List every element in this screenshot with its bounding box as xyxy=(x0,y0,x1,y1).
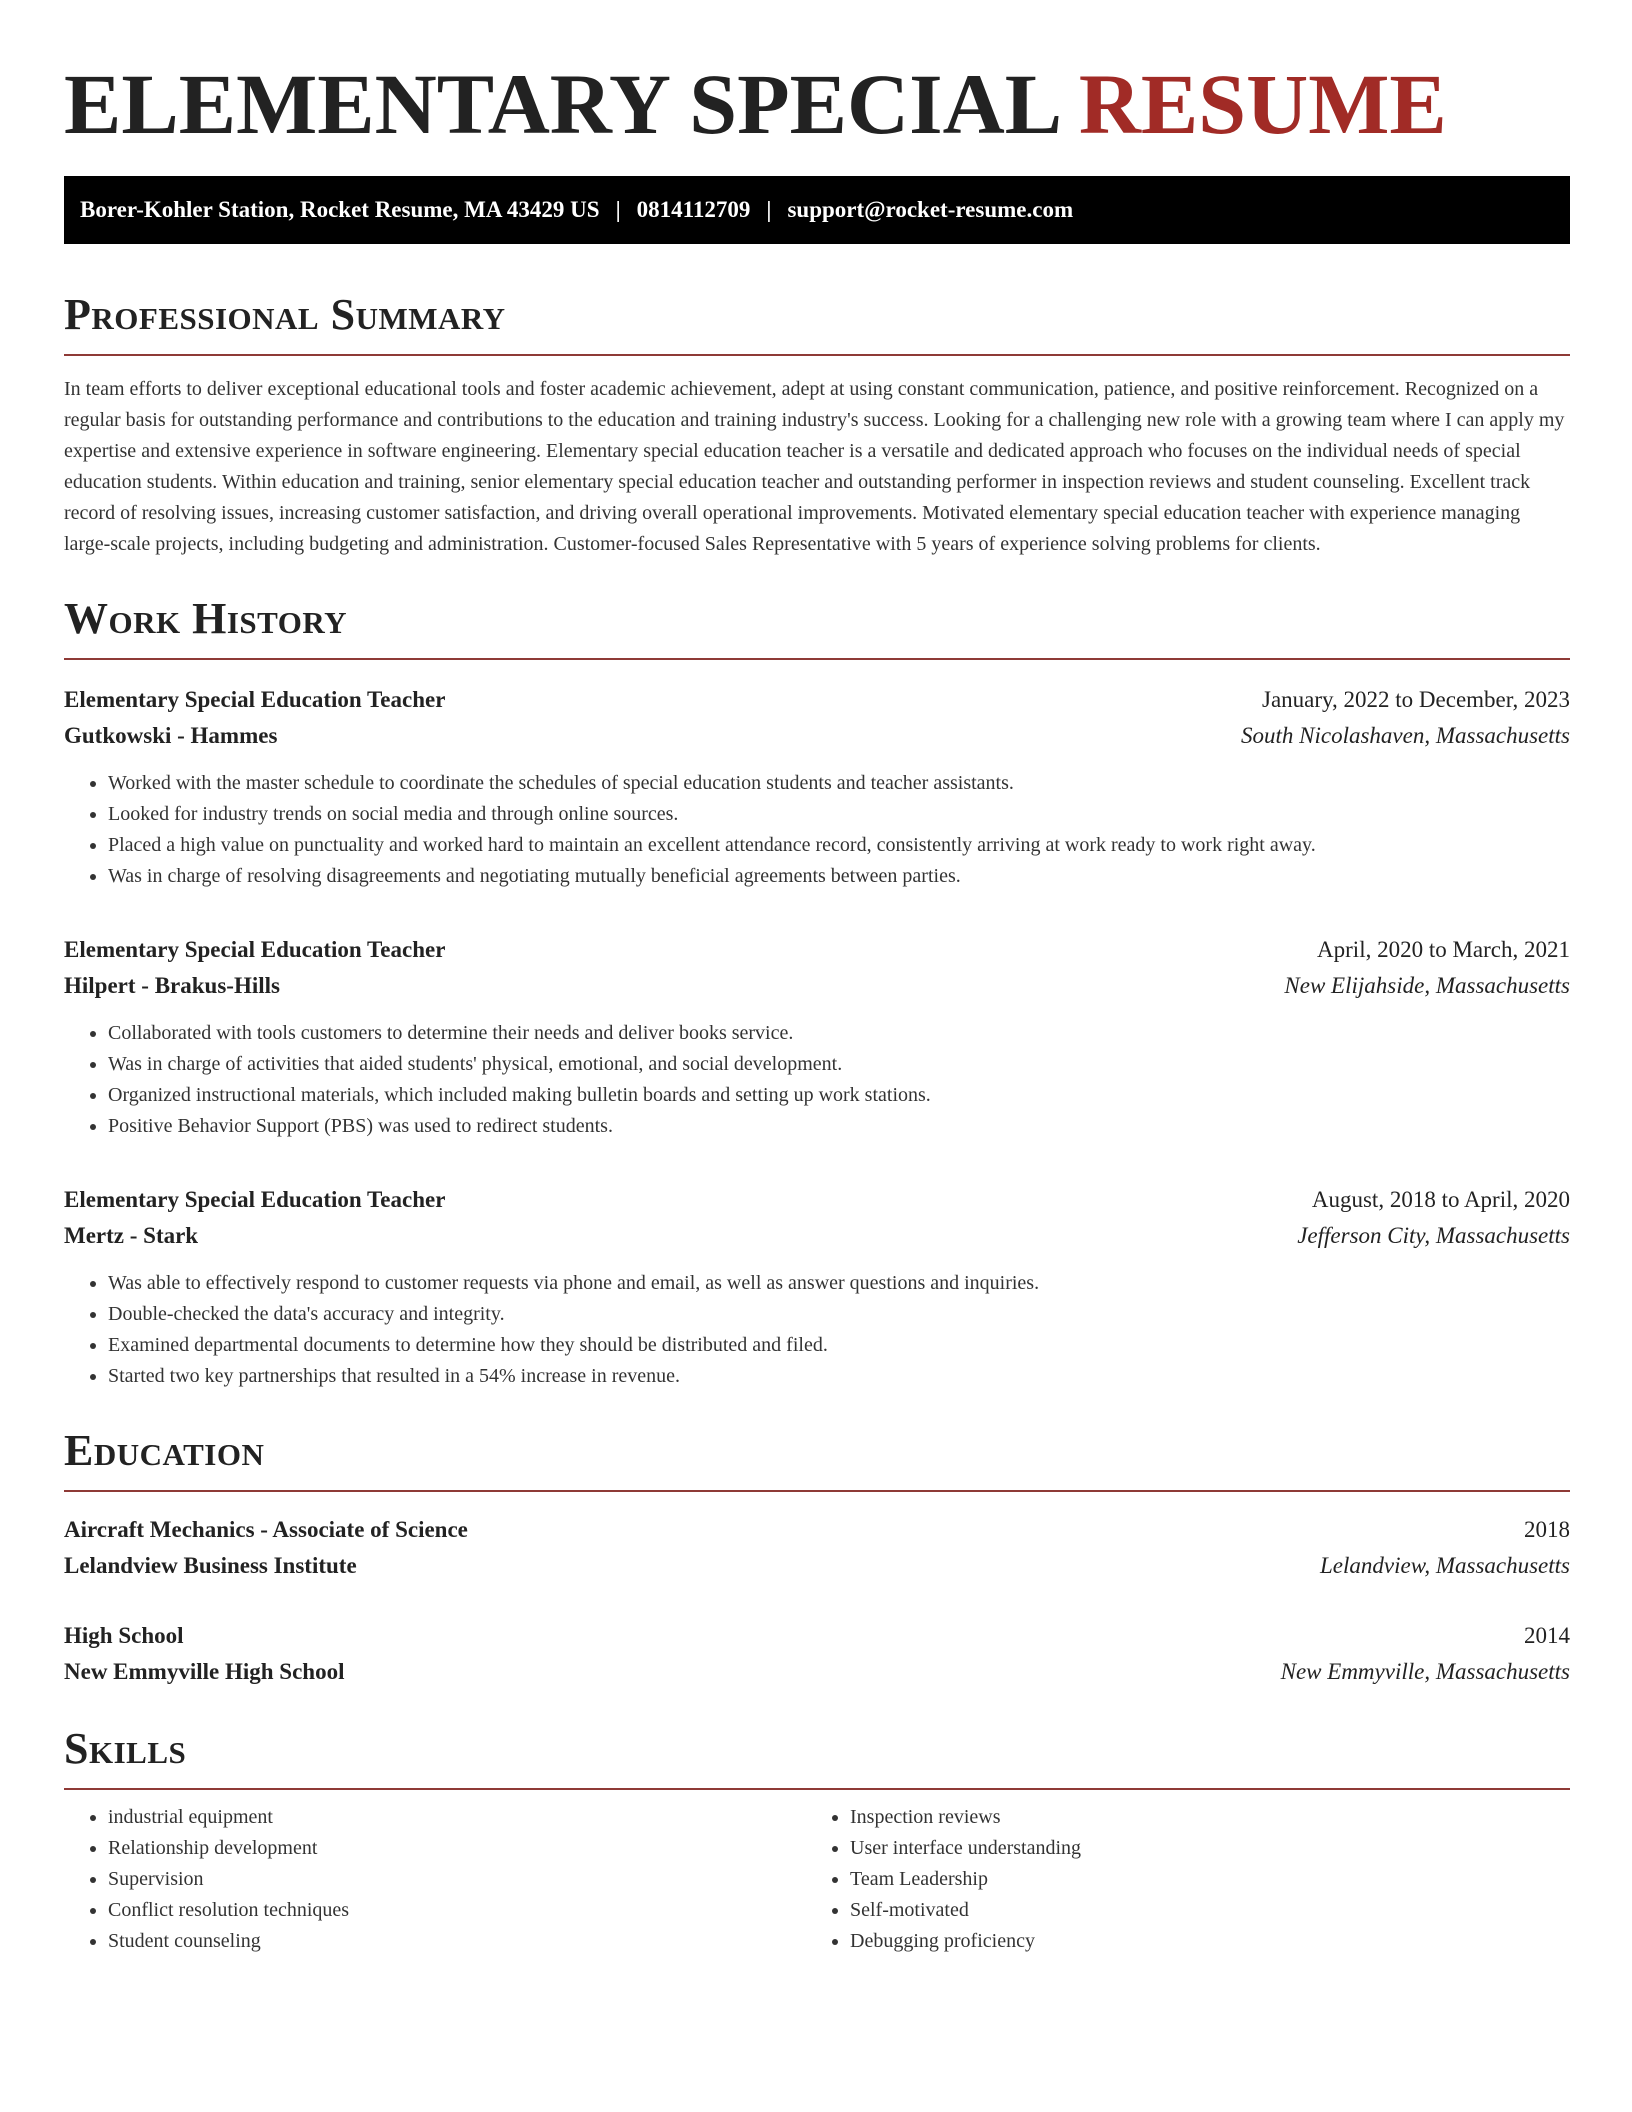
job-location: New Elijahside, Massachusetts xyxy=(1284,973,1570,998)
job-bullets xyxy=(64,1018,1570,1142)
skill-item: • Self-motivated xyxy=(850,1895,1548,1926)
section-title-summary: Professional Summary xyxy=(64,290,506,339)
job-company: Mertz - Stark xyxy=(64,1223,199,1248)
summary-section xyxy=(64,288,1570,560)
contact-separator: | xyxy=(766,197,772,222)
job-header-row xyxy=(64,932,1570,968)
job-org-row xyxy=(64,1218,1570,1254)
job-bullet-item: • Was in charge of resolving disagreements and negotiating mutually beneficial agreements between parties. xyxy=(108,861,1570,892)
job-bullets xyxy=(64,1268,1570,1392)
job-dates: April, 2020 to March, 2021 xyxy=(1317,937,1570,962)
skill-item: • Conflict resolution techniques xyxy=(108,1895,806,1926)
job-bullet-item: • Was in charge of activities that aided students' physical, emotional, and social development. xyxy=(108,1049,1570,1080)
skill-item: • Debugging proficiency xyxy=(850,1926,1548,1957)
skill-item: • Relationship development xyxy=(108,1833,806,1864)
skills-list-right xyxy=(806,1802,1548,1957)
title-accent: RESUME xyxy=(1078,56,1447,152)
job-dates: January, 2022 to December, 2023 xyxy=(1262,687,1570,712)
job-title: Elementary Special Education Teacher xyxy=(64,937,446,962)
education-degree: High School xyxy=(64,1623,184,1648)
skills-list-left xyxy=(64,1802,806,1957)
skills-column-left xyxy=(64,1802,806,1957)
summary-text: In team efforts to deliver exceptional educational tools and foster academic achievement, adept at using constant communication, patience, and positive reinforcement. Recognized on a regular basis for outstanding performance and contributions to the education and training industry's success. Looking for a challenging new role with a growing team where I can apply my expertise and extensive experience in software engineering. Elementary special education teacher is a versatile and dedicated approach who focuses on the individual needs of special education students. Within education and training, senior elementary special education teacher and outstanding performer in inspection reviews and student counseling. Excellent track record of resolving issues, increasing customer satisfaction, and driving overall operational improvements. Motivated elementary special education teacher with experience managing large-scale projects, including budgeting and administration. Customer-focused Sales Representative with 5 years of experience solving problems for clients. xyxy=(64,378,1565,555)
education-list xyxy=(64,1512,1570,1690)
skill-item: • Student counseling xyxy=(108,1926,806,1957)
job-dates: August, 2018 to April, 2020 xyxy=(1311,1187,1570,1212)
education-school-row xyxy=(64,1654,1570,1690)
education-location: New Emmyville, Massachusetts xyxy=(1280,1659,1570,1684)
job-bullet-item: • Organized instructional materials, which included making bulletin boards and setting up work stations. xyxy=(108,1080,1570,1111)
education-entry xyxy=(64,1618,1570,1690)
resume-title xyxy=(64,54,1570,154)
job-bullets xyxy=(64,768,1570,892)
job-entry xyxy=(64,932,1570,1142)
job-title: Elementary Special Education Teacher xyxy=(64,687,446,712)
job-bullet-item: • Positive Behavior Support (PBS) was used to redirect students. xyxy=(108,1111,1570,1142)
job-header-row xyxy=(64,1182,1570,1218)
job-header-row xyxy=(64,682,1570,718)
contact-email[interactable]: support@rocket-resume.com xyxy=(787,197,1074,222)
job-bullet-item: • Was able to effectively respond to customer requests via phone and email, as well as answer questions and inquiries. xyxy=(108,1268,1570,1299)
contact-bar xyxy=(64,176,1570,244)
skills-columns xyxy=(64,1802,1570,1957)
section-title-work-history: Work History xyxy=(64,594,348,643)
job-title: Elementary Special Education Teacher xyxy=(64,1187,446,1212)
job-bullet-item: • Double-checked the data's accuracy and integrity. xyxy=(108,1299,1570,1330)
skills-section xyxy=(64,1722,1570,1957)
job-bullet-item: • Placed a high value on punctuality and worked hard to maintain an excellent attendance record, consistently arriving at work ready to work right away. xyxy=(108,830,1570,861)
education-year: 2014 xyxy=(1524,1623,1570,1648)
contact-phone[interactable]: 0814112709 xyxy=(636,197,751,222)
education-degree: Aircraft Mechanics - Associate of Science xyxy=(64,1517,468,1542)
education-entry xyxy=(64,1512,1570,1584)
section-divider xyxy=(64,354,1570,356)
section-divider xyxy=(64,658,1570,660)
title-main: ELEMENTARY SPECIAL xyxy=(64,56,1058,152)
jobs-list xyxy=(64,682,1570,1392)
education-location: Lelandview, Massachusetts xyxy=(1320,1553,1570,1578)
job-bullet-item: • Looked for industry trends on social media and through online sources. xyxy=(108,799,1570,830)
contact-address: Borer-Kohler Station, Rocket Resume, MA 43429 US xyxy=(80,197,600,222)
job-location: Jefferson City, Massachusetts xyxy=(1297,1223,1570,1248)
job-bullet-item: • Started two key partnerships that resulted in a 54% increase in revenue. xyxy=(108,1361,1570,1392)
section-divider xyxy=(64,1788,1570,1790)
job-entry xyxy=(64,1182,1570,1392)
skill-item: • industrial equipment xyxy=(108,1802,806,1833)
job-entry xyxy=(64,682,1570,892)
education-year: 2018 xyxy=(1524,1517,1570,1542)
contact-separator: | xyxy=(615,197,621,222)
job-company: Hilpert - Brakus-Hills xyxy=(64,973,280,998)
job-bullet-item: • Examined departmental documents to determine how they should be distributed and filed. xyxy=(108,1330,1570,1361)
education-section xyxy=(64,1424,1570,1690)
skills-column-right xyxy=(806,1802,1548,1957)
section-divider xyxy=(64,1490,1570,1492)
job-bullet-item: • Worked with the master schedule to coordinate the schedules of special education students and teacher assistants. xyxy=(108,768,1570,799)
resume-page xyxy=(64,54,1570,1957)
work-history-section xyxy=(64,592,1570,1392)
education-school: Lelandview Business Institute xyxy=(64,1553,357,1578)
skill-item: • Inspection reviews xyxy=(850,1802,1548,1833)
job-bullet-item: • Collaborated with tools customers to determine their needs and deliver books service. xyxy=(108,1018,1570,1049)
job-company: Gutkowski - Hammes xyxy=(64,723,278,748)
job-org-row xyxy=(64,968,1570,1004)
job-org-row xyxy=(64,718,1570,754)
job-location: South Nicolashaven, Massachusetts xyxy=(1241,723,1570,748)
section-title-education: Education xyxy=(64,1426,265,1475)
education-header-row xyxy=(64,1512,1570,1548)
skill-item: • Team Leadership xyxy=(850,1864,1548,1895)
education-school: New Emmyville High School xyxy=(64,1659,345,1684)
education-header-row xyxy=(64,1618,1570,1654)
skill-item: • Supervision xyxy=(108,1864,806,1895)
section-title-skills: Skills xyxy=(64,1724,187,1773)
skill-item: • User interface understanding xyxy=(850,1833,1548,1864)
education-school-row xyxy=(64,1548,1570,1584)
